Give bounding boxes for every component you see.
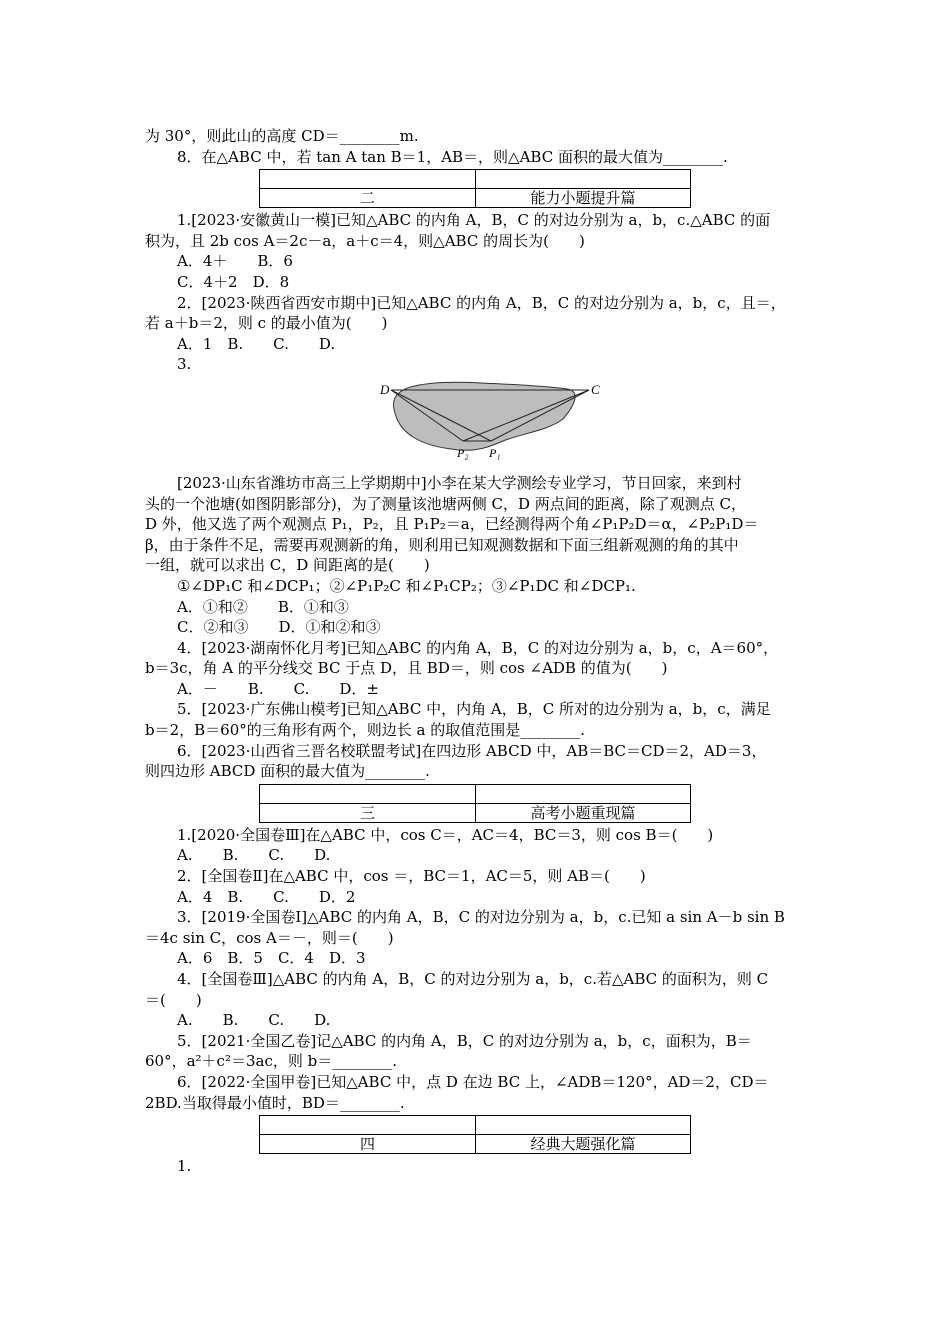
question-line: 1.[2020·全国卷Ⅲ]在△ABC 中，cos C＝，AC＝4，BC＝3，则 cos B＝( )	[177, 825, 714, 844]
question-line: 2．[2023·陕西省西安市期中]已知△ABC 的内角 A，B，C 的对边分别为 a，b，c，且＝，	[177, 293, 786, 312]
question-line: 4．[2023·湖南怀化月考]已知△ABC 的内角 A，B，C 的对边分别为 a，b，c，A＝60°，	[177, 638, 779, 657]
question-line: β，由于条件不足，需要再观测新的角，则利用已知观测数据和下面三组新观测的角的其中	[145, 535, 739, 554]
section-title: 能力小题提升篇	[476, 189, 691, 208]
pond-figure	[145, 375, 810, 473]
question-line: 头的一个池塘(如图阴影部分)，为了测量该池塘两侧 C，D 两点间的距离，除了观测点 C，	[145, 494, 746, 513]
question-line: b＝3c，角 A 的平分线交 BC 于点 D，且 BD＝，则 cos ∠ADB 的值为( )	[145, 659, 668, 678]
answer-options: A．1 B. C. D.	[177, 334, 336, 353]
label-D: D	[380, 381, 390, 397]
question-line: b＝2，B＝60°的三角形有两个，则边长 a 的取值范围是________.	[145, 721, 586, 740]
pond-diagram	[377, 375, 602, 473]
section-number: 三	[260, 803, 476, 822]
question-line: 则四边形 ABCD 面积的最大值为________.	[145, 762, 430, 781]
question-line: 2．[全国卷Ⅱ]在△ABC 中，cos ＝，BC＝1，AC＝5，则 AB＝( )	[177, 867, 646, 886]
question-line: 60°，a²＋c²＝3ac，则 b＝________.	[145, 1052, 397, 1071]
question-line: ＝( )	[145, 990, 202, 1009]
question-number: 1.	[177, 1157, 192, 1176]
label-P1: P₁	[489, 445, 501, 460]
question-line: 3．[2019·全国卷Ⅰ]△ABC 的内角 A，B，C 的对边分别为 a，b，c.已知 a sin A－b sin B	[177, 908, 785, 927]
question-8: 8．在△ABC 中，若 tan A tan B＝1，AB＝，则△ABC 面积的最大值为________.	[177, 147, 728, 166]
question-line: ①∠DP₁C 和∠DCP₁；②∠P₁P₂C 和∠P₁CP₂；③∠P₁DC 和∠DCP₁.	[177, 576, 636, 595]
question-line: 6．[2023·山西省三晋名校联盟考试]在四边形 ABCD 中，AB＝BC＝CD＝2，AD＝3，	[177, 741, 767, 760]
section-number: 二	[260, 189, 476, 208]
answer-options: C．②和③ D．①和②和③	[177, 618, 381, 637]
section-header-3	[259, 784, 691, 823]
answer-options: A．①和② B．①和③	[177, 597, 349, 616]
question-line: ＝4c sin C，cos A＝－，则＝( )	[145, 928, 394, 947]
question-line: 积为，且 2b cos A＝2c－a，a＋c＝4，则△ABC 的周长为( )	[145, 231, 585, 250]
answer-options: A．6 B．5 C．4 D．3	[177, 949, 366, 968]
question-number: 3.	[177, 355, 192, 374]
question-line: D 外，他又选了两个观测点 P₁，P₂，且 P₁P₂＝a，已经测得两个角∠P₁P₂D＝α，∠P₂P₁D＝	[145, 515, 759, 534]
section-header-4	[259, 1115, 691, 1154]
section-title: 高考小题重现篇	[476, 803, 691, 822]
answer-options: A．－ B. C. D．±	[177, 679, 379, 698]
question-line: 2BD.当取得最小值时，BD＝________.	[145, 1093, 405, 1112]
answer-options: C．4＋2 D．8	[177, 272, 290, 291]
question-line: 6．[2022·全国甲卷]已知△ABC 中，点 D 在边 BC 上，∠ADB＝120°，AD＝2，CD＝	[177, 1072, 769, 1091]
document-page	[145, 126, 810, 1177]
question-line: 一组，就可以求出 C，D 间距离的是( )	[145, 556, 430, 575]
label-C: C	[591, 381, 600, 397]
question-line: 5．[2023·广东佛山模考]已知△ABC 中，内角 A，B，C 所对的边分别为 a，b，c，满足	[177, 700, 771, 719]
question-line: 1.[2023·安徽黄山一模]已知△ABC 的内角 A，B，C 的对边分别为 a，b，c.△ABC 的面	[177, 211, 771, 230]
question-line: [2023·山东省潍坊市高三上学期期中]小李在某大学测绘专业学习，节日回家，来到村	[177, 473, 742, 492]
question-line: 5．[2021·全国乙卷]记△ABC 的内角 A，B，C 的对边分别为 a，b，c，面积为，B＝	[177, 1031, 752, 1050]
text-line: 为 30°，则此山的高度 CD＝________m.	[145, 127, 419, 145]
section-number: 四	[260, 1135, 476, 1154]
question-line: 若 a＋b＝2，则 c 的最小值为( )	[145, 314, 388, 333]
label-P2: P₂	[457, 445, 469, 460]
answer-options: A．4＋ B．6	[177, 252, 293, 271]
answer-options: A. B. C. D.	[177, 846, 331, 865]
section-title: 经典大题强化篇	[476, 1135, 691, 1154]
question-line: 4．[全国卷Ⅲ]△ABC 的内角 A，B，C 的对边分别为 a，b，c.若△ABC 的面积为，则 C	[177, 970, 769, 988]
answer-options: A. B. C. D.	[177, 1011, 331, 1030]
answer-options: A．4 B. C. D．2	[177, 887, 356, 906]
section-header-2	[259, 169, 691, 208]
